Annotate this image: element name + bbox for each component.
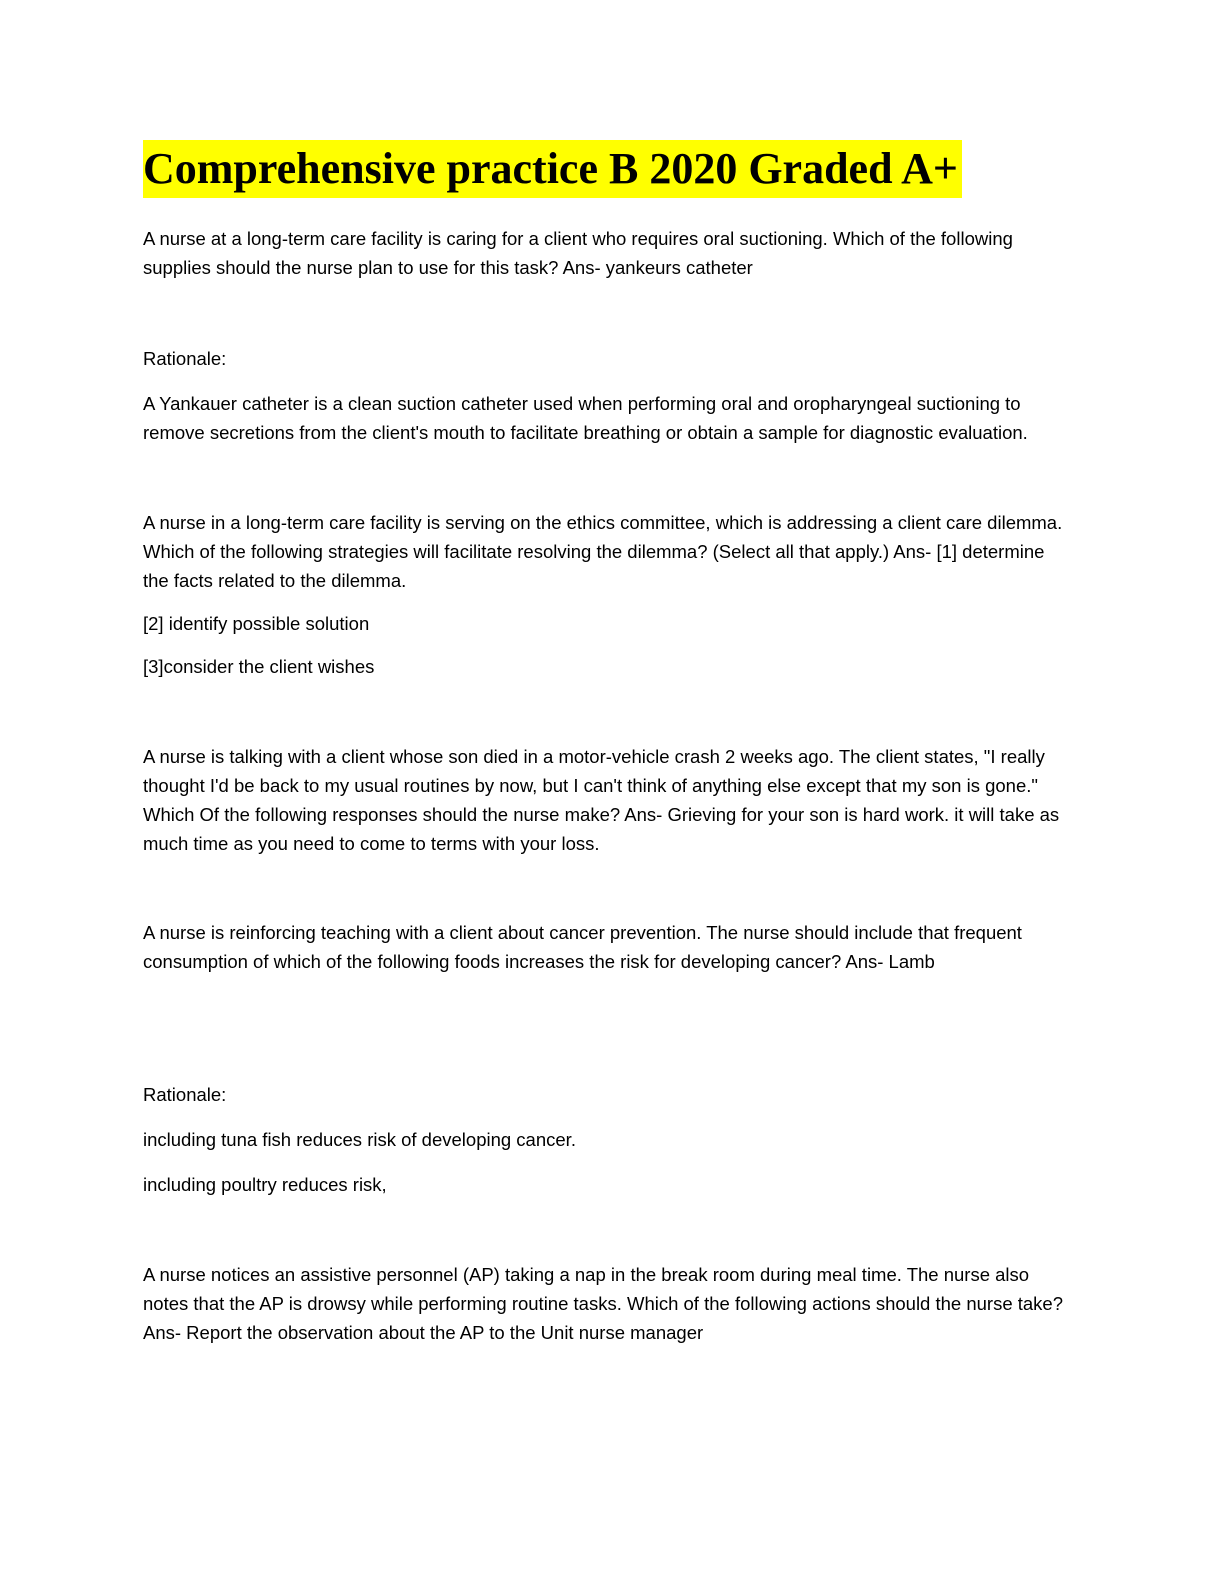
rationale-text-4b: including poultry reduces risk, xyxy=(143,1174,387,1195)
rationale-text-1: A Yankauer catheter is a clean suction catheter used when performing oral and oropharyngeal suctioning to remove secretions from the client's mouth to facilitate breathing or obtain a sample for diagnostic evaluation. xyxy=(143,393,1028,443)
document-page xyxy=(143,140,1073,1347)
question-4: A nurse is reinforcing teaching with a client about cancer prevention. The nurse should include that frequent consumption of which of the following foods increases the risk for developing cancer? Ans- Lamb xyxy=(143,922,1022,972)
rationale-label-4: Rationale: xyxy=(143,1084,227,1105)
question-3: A nurse is talking with a client whose son died in a motor-vehicle crash 2 weeks ago. The client states, "I really thought I'd be back to my usual routines by now, but I can't think of anything else except that my son is gone." Which Of the following responses should the nurse make? Ans- Grieving for your son is hard work. it will take as much time as you need to come to terms with your loss. xyxy=(143,746,1060,854)
question-1: A nurse at a long-term care facility is caring for a client who requires oral suctioning. Which of the following supplies should the nurse plan to use for this task? Ans- yankeurs catheter xyxy=(143,228,1013,278)
document-title: Comprehensive practice B 2020 Graded A+ xyxy=(143,140,962,198)
rationale-text-4a: including tuna fish reduces risk of developing cancer. xyxy=(143,1129,576,1150)
question-2: A nurse in a long-term care facility is serving on the ethics committee, which is addressing a client care dilemma. Which of the following strategies will facilitate resolving the dilemma? (Select all that apply.) Ans- [1] determine the facts related to the dilemma. xyxy=(143,512,1063,591)
question-2-answer-2: [2] identify possible solution xyxy=(143,613,370,634)
rationale-label-1: Rationale: xyxy=(143,348,227,369)
question-2-answer-3: [3]consider the client wishes xyxy=(143,656,375,677)
question-5: A nurse notices an assistive personnel (AP) taking a nap in the break room during meal time. The nurse also notes that the AP is drowsy while performing routine tasks. Which of the following actions should the nurse take? Ans- Report the observation about the AP to the Unit nurse manager xyxy=(143,1264,1064,1343)
